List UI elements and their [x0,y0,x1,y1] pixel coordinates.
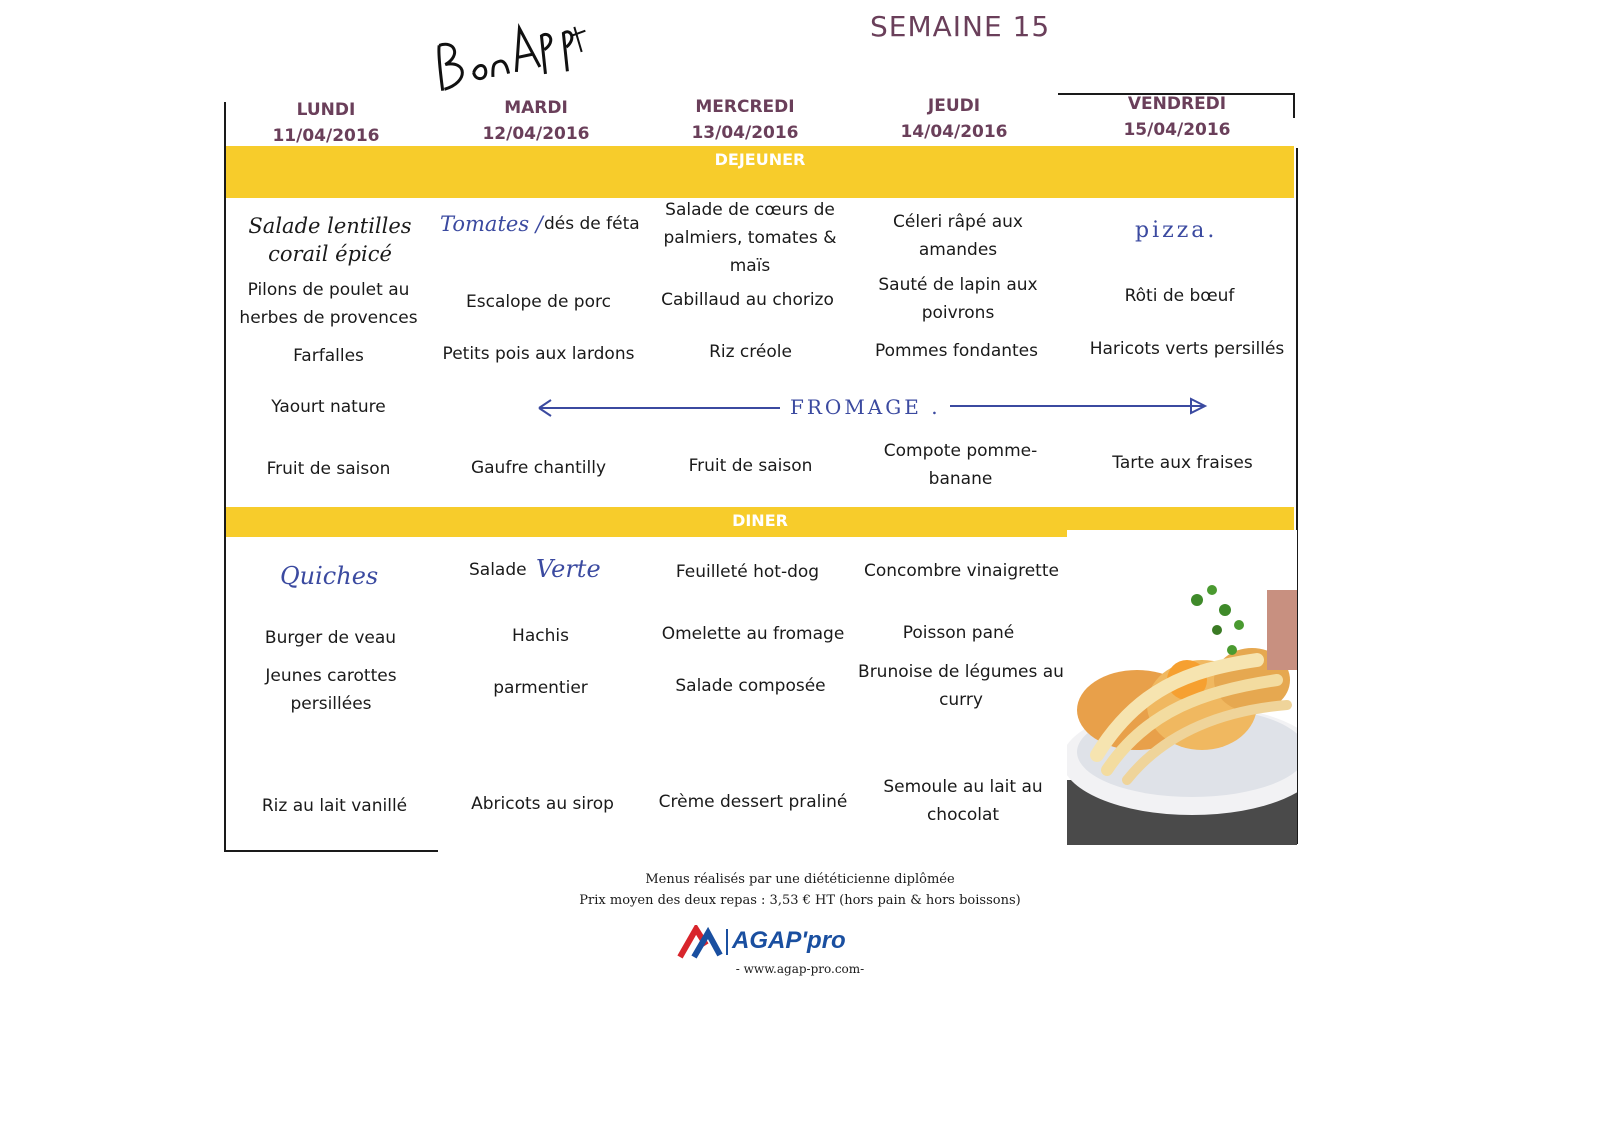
entree-thursday: Céleri râpé aux amandes [893,212,1023,260]
dessert-monday: Fruit de saison [266,459,391,479]
footer-url: - www.agap-pro.com- [735,962,865,976]
entree-tuesday-handwritten: Tomates / [440,212,543,236]
diner-plat-monday: Burger de veau [264,628,397,648]
day-name: MERCREDI [695,97,795,117]
diner-label: DINER [732,511,788,530]
accompagnement-wednesday: Riz créole [709,342,792,362]
day-name: JEUDI [927,96,981,116]
entree-wednesday: Salade de cœurs de palmiers, tomates & maïs [663,200,837,276]
diner-entree-tuesday-text: Salade [469,560,527,580]
day-date: 11/04/2016 [272,126,380,146]
day-date: 14/04/2016 [900,122,1008,142]
day-header-monday [226,97,426,149]
plat-monday: Pilons de poulet au herbes de provences [239,280,418,328]
diner-entree-wednesday: Feuilleté hot-dog [675,562,820,582]
agap-logo-mark-icon [676,925,724,959]
diner-accompagnement-tuesday: parmentier [493,678,588,698]
food-photo [1067,530,1297,845]
day-date: 13/04/2016 [691,123,799,143]
fromage-note-handwritten: FROMAGE . [790,395,941,419]
plat-tuesday: Escalope de porc [466,292,611,312]
dessert-tuesday: Gaufre chantilly [470,458,607,478]
day-header-thursday [854,93,1054,145]
plat-thursday: Sauté de lapin aux poivrons [878,275,1038,323]
dessert-wednesday: Fruit de saison [688,456,813,476]
day-header-wednesday [645,94,845,146]
agap-pro-brand: AGAP'pro [732,927,846,954]
diner-accompagnement-thursday: Brunoise de légumes au curry [858,662,1064,710]
diner-dessert-monday: Riz au lait vanillé [261,796,408,816]
day-header-tuesday [436,95,636,147]
table-bottom-border-left [224,850,438,852]
accompagnement-monday: Farfalles [293,346,364,366]
entree-friday-handwritten: pizza. [1135,218,1218,243]
logo-divider [726,929,728,955]
entree-tuesday-text: dés de féta [544,214,640,234]
day-name: LUNDI [296,100,356,120]
diner-dessert-tuesday: Abricots au sirop [471,794,614,814]
day-date: 12/04/2016 [482,124,590,144]
diner-dessert-thursday: Semoule au lait au chocolat [883,777,1043,825]
dessert-thursday: Compote pomme-banane [883,441,1038,489]
day-name: VENDREDI [1127,94,1227,114]
diner-accompagnement-wednesday: Salade composée [675,676,826,696]
week-title: SEMAINE 15 [870,10,1051,43]
accompagnement-tuesday: Petits pois aux lardons [442,344,635,364]
diner-plat-wednesday: Omelette au fromage [661,624,845,644]
day-header-friday [1077,91,1277,143]
diner-plat-thursday: Poisson pané [902,623,1015,643]
bon-appetit-scribble-icon [423,3,604,107]
day-date: 15/04/2016 [1123,120,1231,140]
dessert-friday: Tarte aux fraises [1112,453,1253,473]
diner-entree-monday-handwritten: Quiches [280,562,379,590]
diner-entree-tuesday-handwritten: Verte [536,555,601,583]
agap-pro-logo [676,925,876,959]
diner-entree-thursday: Concombre vinaigrette [864,561,1059,581]
dejeuner-label: DEJEUNER [714,150,806,169]
laitage-monday: Yaourt nature [271,397,386,417]
day-name: MARDI [504,98,568,118]
footer-line-price: Prix moyen des deux repas : 3,53 € HT (hors pain & hors boissons) [579,893,1021,908]
accompagnement-thursday: Pommes fondantes [874,341,1038,361]
diner-dessert-wednesday: Crème dessert praliné [658,792,848,812]
table-right-border-top [1293,93,1295,118]
entree-monday-handwritten: Salade lentilles corail épicé [248,214,412,266]
diner-accompagnement-monday: Jeunes carottes persillées [265,666,397,714]
diner-plat-tuesday: Hachis [512,626,569,646]
plat-friday: Rôti de bœuf [1124,286,1235,306]
footer-line-dietitian: Menus réalisés par une diététicienne diplômée [645,872,955,887]
plat-wednesday: Cabillaud au chorizo [661,290,834,310]
accompagnement-friday: Haricots verts persillés [1089,339,1285,359]
